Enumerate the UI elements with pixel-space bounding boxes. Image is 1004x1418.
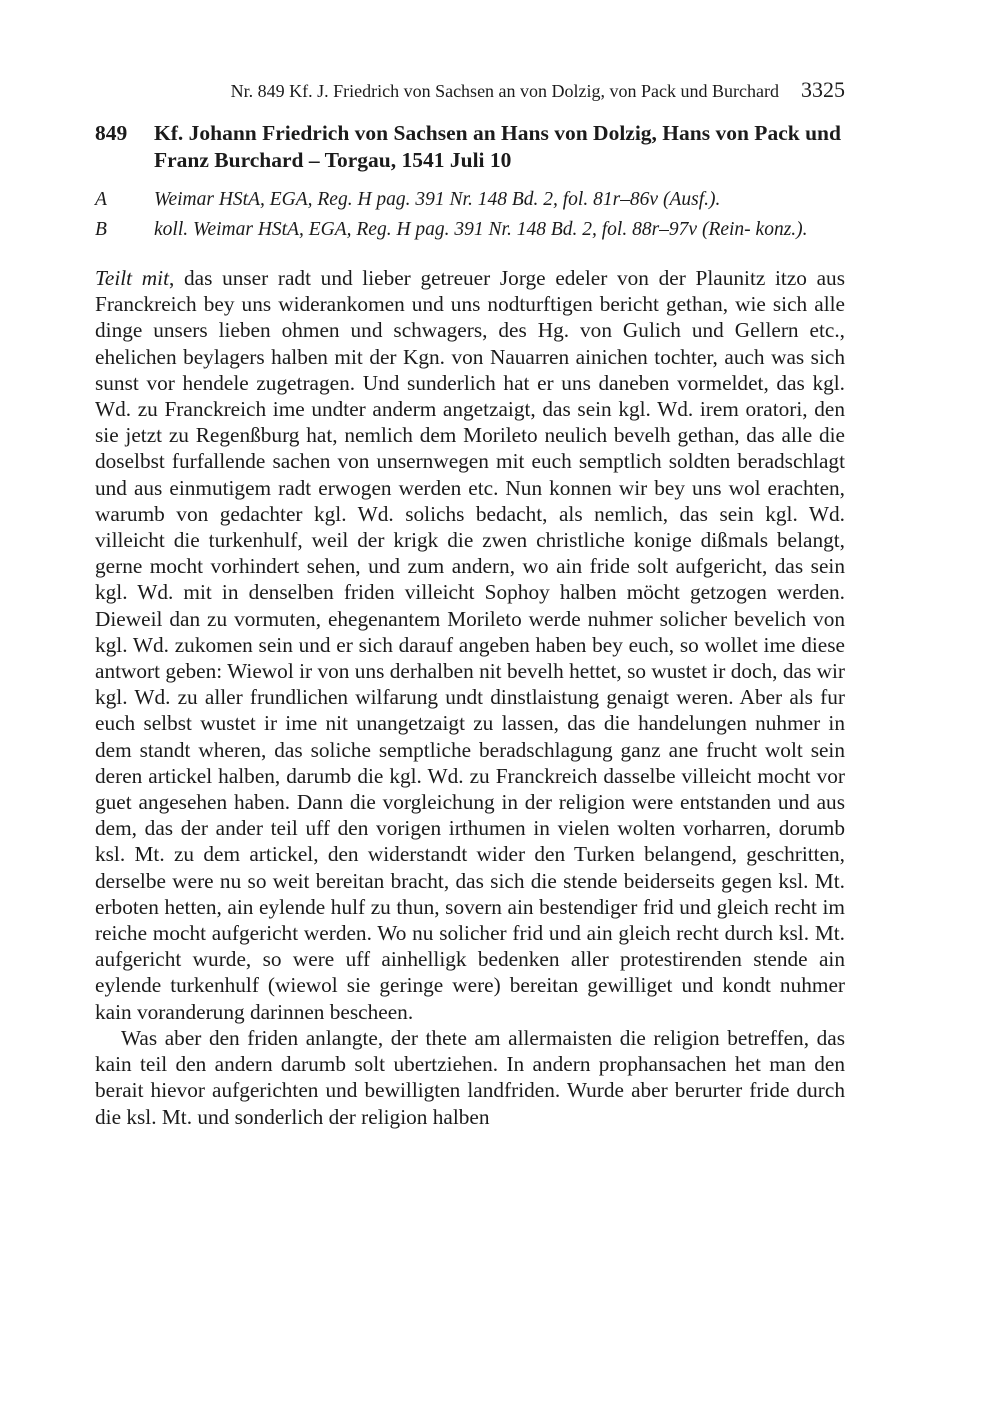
body-paragraph: [95, 265, 845, 1025]
page-number: 3325: [801, 77, 845, 102]
document-number: 849: [95, 121, 128, 145]
body-paragraph: [95, 1025, 845, 1130]
document-heading: [95, 120, 845, 174]
source-siglum: B: [95, 219, 107, 240]
paragraph-text: , das unser radt und lieber getreuer Jorge edeler von der Plaunitz itzo aus Franckreich bey uns widerankomen und uns nodturftigen bericht gethan, wie sich alle dinge unsers lieben ohmen und schwagers, des Hg. von Gulich und Gellern etc., ehelichen beylagers halben mit der Kgn. von Nauarren ainichen tochter, auch was sich sunst vor hendele zugetragen. Und sunderlich hat er uns daneben vormeldet, das kgl. Wd. zu Franckreich ime undter anderm angetzaigt, das sein kgl. Wd. irem oratori, den sie jetzt zu Regenßburg hat, nemlich dem Morileto neulich bevelh gethan, das alle die doselbst furfallende sachen von unsernwegen mit euch semptlich soldten beradschlagt und aus einmutigem radt erwogen werden etc. Nun konnen wir bey uns wol erachten, warumb von gedachter kgl. Wd. solichs bedacht, als nemlich, das sein kgl. Wd. villeicht die turkenhulf, weil der krigk die zwen christliche konige dißmals belangt, gerne mocht vorhindert sehen, und zum andern, wo ain fride solt aufgericht, das sein kgl. Wd. mit in denselben friden villeicht Sophoy halben möcht getzogen werden. Dieweil dan zu vormuten, ehegenantem Morileto werde nuhmer solicher bevelich von kgl. Wd. zukomen sein und er sich darauf angeben haben bey euch, so wollet ime diese antwort geben: Wiewol ir von uns derhalben nit bevelh hettet, so wustet ir doch, das wir kgl. Wd. zu aller frundlichen wilfarung undt dinstlaistung genaigt weren. Aber als fur euch selbst wustet ir ime nit unangetzaigt zu lassen, das die handelungen nuhmer in dem standt wheren, das soliche semptliche beradschlagung ganz ane frucht wolt sein deren artickel halben, darumb die kgl. Wd. zu Franckreich dasselbe villeicht mocht vor guet angesehen haben. Dann die vorgleichung in der religion were entstanden und aus dem, das der ander teil uff den vorigen irthumen in vielen wolten vorharren, dorumb ksl. Mt. zu dem artickel, den widerstandt wider den Turken belangend, geschritten, derselbe were nu so weit bereitan bracht, das sich die stende beiderseits gegen ksl. Mt. erboten hetten, ain eylende hulf zu thun, sovern ain bestendiger frid und gleich recht im reiche mocht aufgericht werden. Wo nu solicher frid und ain gleich recht durch ksl. Mt. aufgericht wurde, so were uff ainhelligk bedenken aller protestirenden stende ain eylende turkenhulf (wiewol sie geringe were) bereitan gewilliget und kondt nuhmer kain voranderung darinnen bescheen.: [95, 266, 845, 1024]
running-head-text: Nr. 849 Kf. J. Friedrich von Sachsen an von Dolzig, von Pack und Burchard: [230, 81, 779, 101]
source-reference: Weimar HStA, EGA, Reg. H pag. 391 Nr. 148 Bd. 2, fol. 81r–86v (Ausf.).: [154, 189, 721, 210]
running-head: [95, 76, 845, 108]
source-entry-b: [95, 218, 845, 241]
lead-phrase: Teilt mit: [95, 266, 169, 290]
paragraph-text: Was aber den friden anlangte, der thete am allermaisten die religion betreffen, das kain teil den andern darumb solt ubertziehen. In andern prophansachen het man den berait hievor aufgerichten und bewilligten landfriden. Wurde aber berurter fride durch die ksl. Mt. und sonderlich der religion halben: [95, 1025, 845, 1129]
source-reference: koll. Weimar HStA, EGA, Reg. H pag. 391 Nr. 148 Bd. 2, fol. 88r–97v (Rein- konz.).: [154, 219, 808, 240]
source-entry-a: [95, 188, 845, 211]
source-list: [95, 188, 845, 241]
source-siglum: A: [95, 189, 107, 210]
body-text: [95, 265, 845, 1130]
document-page: [95, 76, 845, 1130]
document-title: Kf. Johann Friedrich von Sachsen an Hans von Dolzig, Hans von Pack und Franz Burchard – Torgau, 1541 Juli 10: [154, 121, 841, 172]
